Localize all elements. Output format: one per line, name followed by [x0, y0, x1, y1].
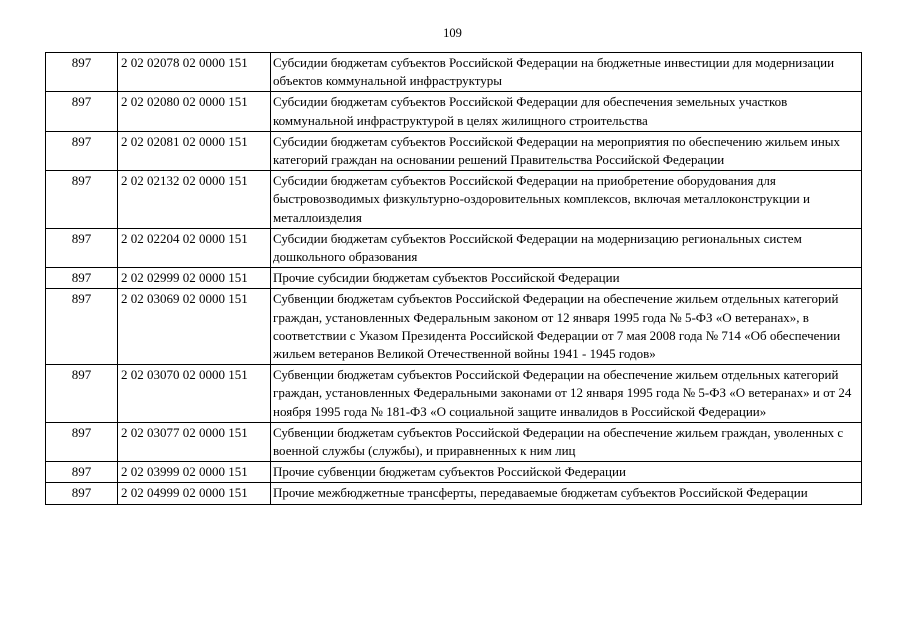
admin-code-cell: 897: [46, 53, 118, 92]
page-number: 109: [443, 26, 462, 40]
table-row: [46, 422, 862, 461]
description-cell: Субвенции бюджетам субъектов Российской Федерации на обеспечение жильем граждан, уволенных с военной службы (службы), и приравненных к ним лиц: [271, 422, 862, 461]
table-row: [46, 289, 862, 365]
budget-code-cell: 2 02 03999 02 0000 151: [118, 462, 271, 483]
description-cell: Субсидии бюджетам субъектов Российской Федерации для обеспечения земельных участков коммунальной инфраструктурой в целях жилищного строительства: [271, 92, 862, 131]
budget-code-cell: 2 02 03069 02 0000 151: [118, 289, 271, 365]
table-row: [46, 365, 862, 423]
admin-code-cell: 897: [46, 422, 118, 461]
admin-code-cell: 897: [46, 483, 118, 504]
description-cell: Прочие межбюджетные трансферты, передаваемые бюджетам субъектов Российской Федерации: [271, 483, 862, 504]
description-cell: Прочие субсидии бюджетам субъектов Российской Федерации: [271, 268, 862, 289]
table-row: [46, 92, 862, 131]
budget-code-cell: 2 02 02080 02 0000 151: [118, 92, 271, 131]
table-row: [46, 268, 862, 289]
budget-codes-table: [45, 52, 862, 505]
description-cell: Субсидии бюджетам субъектов Российской Федерации на бюджетные инвестиции для модернизации объектов коммунальной инфраструктуры: [271, 53, 862, 92]
admin-code-cell: 897: [46, 365, 118, 423]
admin-code-cell: 897: [46, 131, 118, 170]
table-row: [46, 483, 862, 504]
admin-code-cell: 897: [46, 462, 118, 483]
description-cell: Субсидии бюджетам субъектов Российской Федерации на приобретение оборудования для быстровозводимых физкультурно-оздоровительных комплексов, включая металлоконструкции и металлоизделия: [271, 171, 862, 229]
budget-code-cell: 2 02 03070 02 0000 151: [118, 365, 271, 423]
description-cell: Субвенции бюджетам субъектов Российской Федерации на обеспечение жильем отдельных категорий граждан, установленных Федеральным законом от 12 января 1995 года № 5-ФЗ «О ветеранах», в соответствии с Указом Президента Российской Федерации от 7 мая 2008 года № 714 «Об обеспечении жильем ветеранов Великой Отечественной войны 1941 - 1945 годов»: [271, 289, 862, 365]
table-row: [46, 131, 862, 170]
budget-code-cell: 2 02 02132 02 0000 151: [118, 171, 271, 229]
table-row: [46, 462, 862, 483]
budget-code-cell: 2 02 04999 02 0000 151: [118, 483, 271, 504]
description-cell: Субсидии бюджетам субъектов Российской Федерации на мероприятия по обеспечению жильем иных категорий граждан на основании решений Правительства Российской Федерации: [271, 131, 862, 170]
budget-code-cell: 2 02 02999 02 0000 151: [118, 268, 271, 289]
description-cell: Прочие субвенции бюджетам субъектов Российской Федерации: [271, 462, 862, 483]
budget-code-cell: 2 02 02078 02 0000 151: [118, 53, 271, 92]
table-row: [46, 53, 862, 92]
description-cell: Субсидии бюджетам субъектов Российской Федерации на модернизацию региональных систем дошкольного образования: [271, 228, 862, 267]
table-row: [46, 228, 862, 267]
table-row: [46, 171, 862, 229]
description-cell: Субвенции бюджетам субъектов Российской Федерации на обеспечение жильем отдельных категорий граждан, установленных Федеральными законами от 12 января 1995 года № 5-ФЗ «О ветеранах» и от 24 ноября 1995 года № 181-ФЗ «О социальной защите инвалидов в Российской Федерации»: [271, 365, 862, 423]
budget-code-cell: 2 02 02204 02 0000 151: [118, 228, 271, 267]
admin-code-cell: 897: [46, 228, 118, 267]
budget-code-cell: 2 02 02081 02 0000 151: [118, 131, 271, 170]
table-body: [46, 53, 862, 505]
admin-code-cell: 897: [46, 92, 118, 131]
admin-code-cell: 897: [46, 171, 118, 229]
admin-code-cell: 897: [46, 268, 118, 289]
admin-code-cell: 897: [46, 289, 118, 365]
budget-code-cell: 2 02 03077 02 0000 151: [118, 422, 271, 461]
